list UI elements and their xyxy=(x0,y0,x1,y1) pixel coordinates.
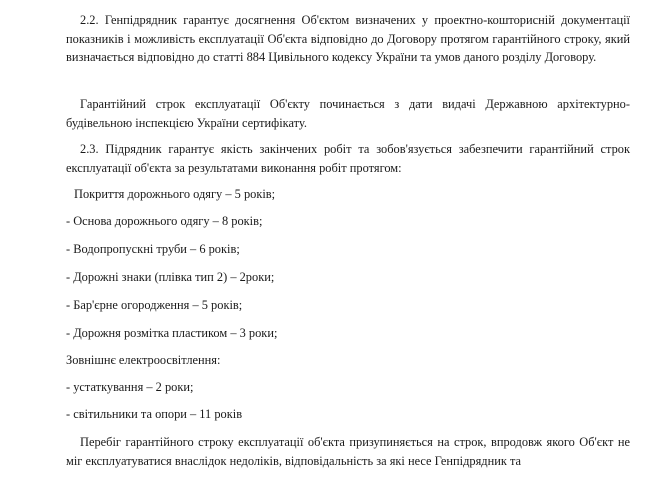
list-item: - Водопропускні труби – 6 років; xyxy=(66,242,240,256)
list-item: - Основа дорожнього одягу – 8 років; xyxy=(66,214,263,228)
list-item: Зовнішнє електроосвітлення: xyxy=(66,353,221,367)
paragraph-warranty-suspension: Перебіг гарантійного строку експлуатації об'єкта призупиняється на строк, впродовж якого Об'єкт не міг експлуатуватися внаслідок недоліків, відповідальність за які несе Генпідрядник та xyxy=(66,435,630,468)
list-item: - світильники та опори – 11 років xyxy=(66,407,243,421)
paragraph-2-3: 2.3. Підрядник гарантує якість закінчених робіт та зобов'язується забезпечити гарантійний строк експлуатації об'єкта за результатами виконання робіт протягом: xyxy=(66,142,630,175)
paragraph-warranty-start: Гарантійний строк експлуатації Об'єкту починається з дати видачі Державною архітектурно-будівельною інспекцією України сертифікату. xyxy=(66,97,630,130)
list-item: - Дорожня розмітка пластиком – 3 роки; xyxy=(66,326,278,340)
list-item: - Бар'єрне огородження – 5 років; xyxy=(66,298,243,312)
list-item: - Дорожні знаки (плівка тип 2) – 2роки; xyxy=(66,270,275,284)
list-item: Покриття дорожнього одягу – 5 років; xyxy=(74,187,276,201)
list-item: - устаткування – 2 роки; xyxy=(66,380,194,394)
paragraph-2-2: 2.2. Генпідрядник гарантує досягнення Об'єктом визначених у проектно-кошторисній документації показників і можливість експлуатації Об'єкта відповідно до Договору протягом гарантійного строку, який визначається відповідно до статті 884 Цивільного кодексу України та умов даного розділу Договору. xyxy=(66,13,630,64)
